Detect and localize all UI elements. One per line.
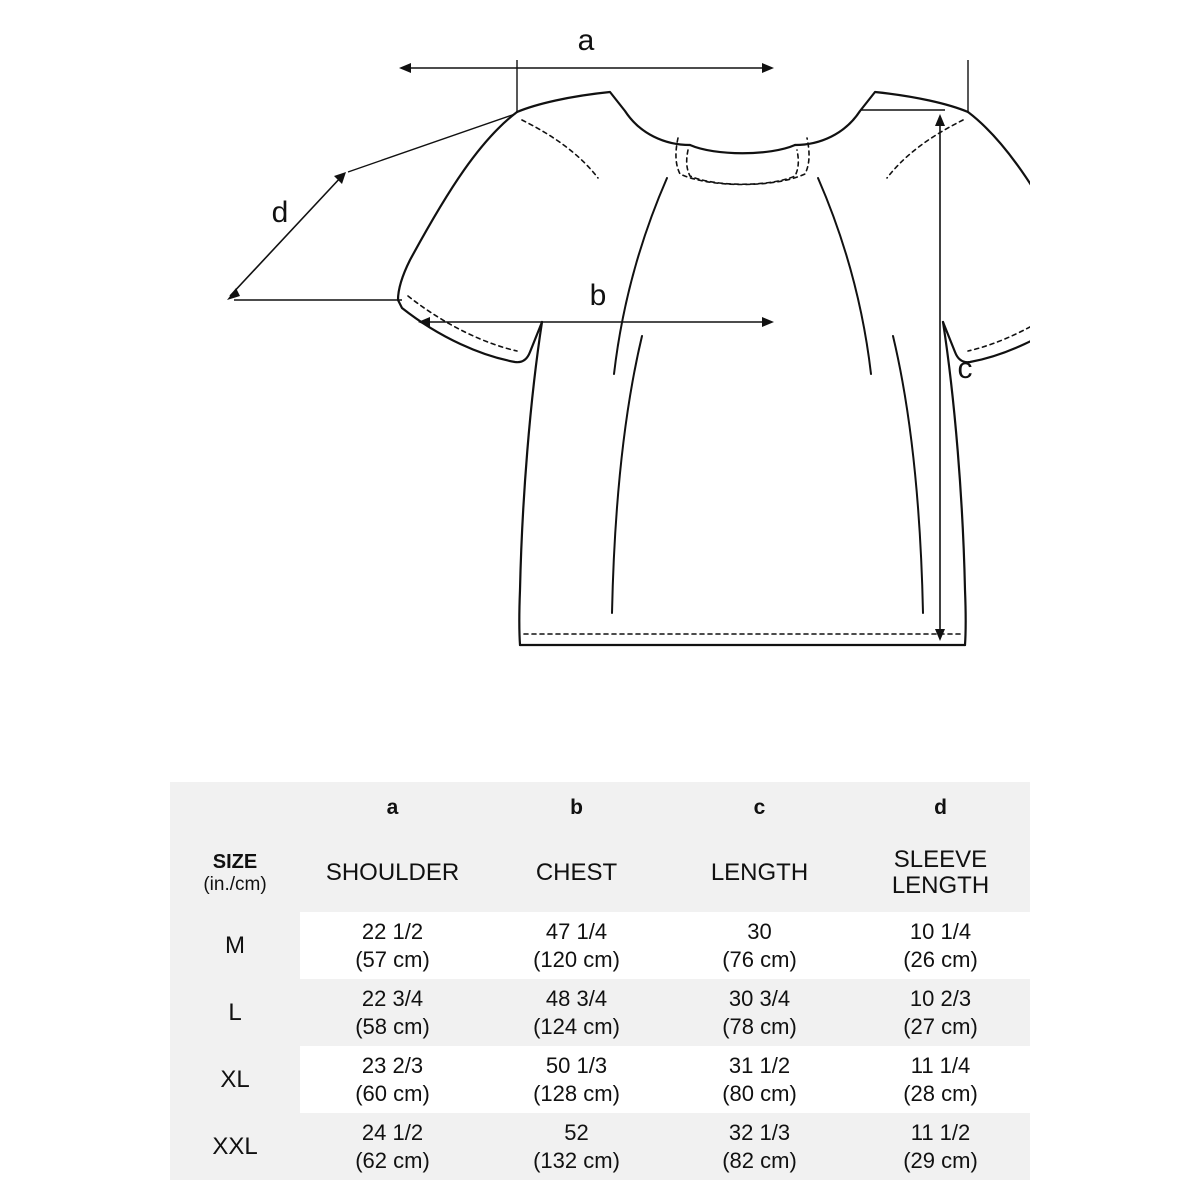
cell-l-shoulder (300, 979, 485, 1046)
value-cm: (80 cm) (722, 1080, 797, 1106)
garment-diagram (170, 0, 1030, 782)
value-cm: (62 cm) (355, 1147, 430, 1173)
row-size-m: M (170, 912, 300, 979)
value-inch: 52 (564, 1120, 589, 1145)
value-inch: 31 1/2 (728, 1053, 791, 1078)
cell-xl-shoulder (300, 1046, 485, 1113)
dimension-b (418, 279, 774, 327)
header-size (170, 834, 300, 912)
dimension-d-label: d (271, 196, 289, 229)
value-inch: 48 3/4 (545, 986, 608, 1011)
value-inch: 30 (747, 919, 772, 944)
table-row (170, 912, 1030, 979)
value-cm: (124 cm) (533, 1013, 620, 1039)
value-cm: (120 cm) (533, 946, 620, 972)
value-cm: (76 cm) (722, 946, 797, 972)
letter-cell-b: b (570, 796, 583, 819)
value-cm: (82 cm) (722, 1147, 797, 1173)
header-sleeve-length: SLEEVE LENGTH (891, 845, 990, 899)
value-inch: 22 1/2 (361, 919, 424, 944)
cell-xxl-shoulder (300, 1113, 485, 1180)
tshirt-technical-drawing (170, 0, 1030, 782)
value-cm: (58 cm) (355, 1013, 430, 1039)
cell-xxl-length (668, 1113, 851, 1180)
cell-m-length (668, 912, 851, 979)
value-inch: 11 1/2 (910, 1120, 971, 1145)
table-row-letters (170, 782, 1030, 834)
cell-l-sleeve (851, 979, 1030, 1046)
row-size-xxl: XXL (170, 1113, 300, 1180)
header-length: LENGTH (710, 858, 809, 886)
cell-xxl-chest (485, 1113, 668, 1180)
header-chest: CHEST (535, 858, 618, 886)
value-inch: 10 1/4 (909, 919, 972, 944)
value-cm: (60 cm) (355, 1080, 430, 1106)
letter-cell-d: d (934, 796, 947, 819)
value-inch: 22 3/4 (361, 986, 424, 1011)
dimension-a-label: a (577, 24, 595, 57)
dimension-d (227, 114, 515, 302)
cell-xl-length (668, 1046, 851, 1113)
value-cm: (28 cm) (903, 1080, 978, 1106)
cell-xxl-sleeve (851, 1113, 1030, 1180)
cell-m-chest (485, 912, 668, 979)
value-cm: (27 cm) (903, 1013, 978, 1039)
row-size-l: L (170, 979, 300, 1046)
drape-lines (612, 178, 923, 613)
cell-l-chest (485, 979, 668, 1046)
value-inch: 11 1/4 (910, 1053, 971, 1078)
cell-m-shoulder (300, 912, 485, 979)
value-inch: 32 1/3 (728, 1120, 791, 1145)
value-inch: 24 1/2 (361, 1120, 424, 1145)
table-row-header (170, 834, 1030, 912)
header-size-units: (in./cm) (203, 873, 267, 895)
value-cm: (132 cm) (533, 1147, 620, 1173)
size-chart-table (170, 782, 1030, 1180)
letter-cell-c: c (753, 796, 766, 819)
value-cm: (57 cm) (355, 946, 430, 972)
dimension-b-label: b (589, 279, 607, 312)
tshirt-outline (398, 92, 1030, 645)
row-size-xl: XL (170, 1046, 300, 1113)
dimension-c (800, 110, 973, 645)
cell-xl-sleeve (851, 1046, 1030, 1113)
value-inch: 30 3/4 (728, 986, 791, 1011)
table-row (170, 979, 1030, 1046)
cell-m-sleeve (851, 912, 1030, 979)
table-row (170, 1046, 1030, 1113)
dimension-c-label: c (957, 352, 973, 385)
value-cm: (78 cm) (722, 1013, 797, 1039)
dimension-a (398, 24, 968, 112)
cell-l-length (668, 979, 851, 1046)
value-cm: (29 cm) (903, 1147, 978, 1173)
value-cm: (26 cm) (903, 946, 978, 972)
value-inch: 23 2/3 (361, 1053, 424, 1078)
letter-cell-empty (170, 782, 300, 834)
cell-xl-chest (485, 1046, 668, 1113)
header-size-label: SIZE (212, 850, 258, 873)
letter-cell-a: a (386, 796, 399, 819)
value-cm: (128 cm) (533, 1080, 620, 1106)
value-inch: 10 2/3 (909, 986, 972, 1011)
table-row (170, 1113, 1030, 1180)
stitch-details (408, 120, 1030, 634)
value-inch: 50 1/3 (545, 1053, 608, 1078)
value-inch: 47 1/4 (545, 919, 608, 944)
header-shoulder: SHOULDER (325, 858, 460, 886)
